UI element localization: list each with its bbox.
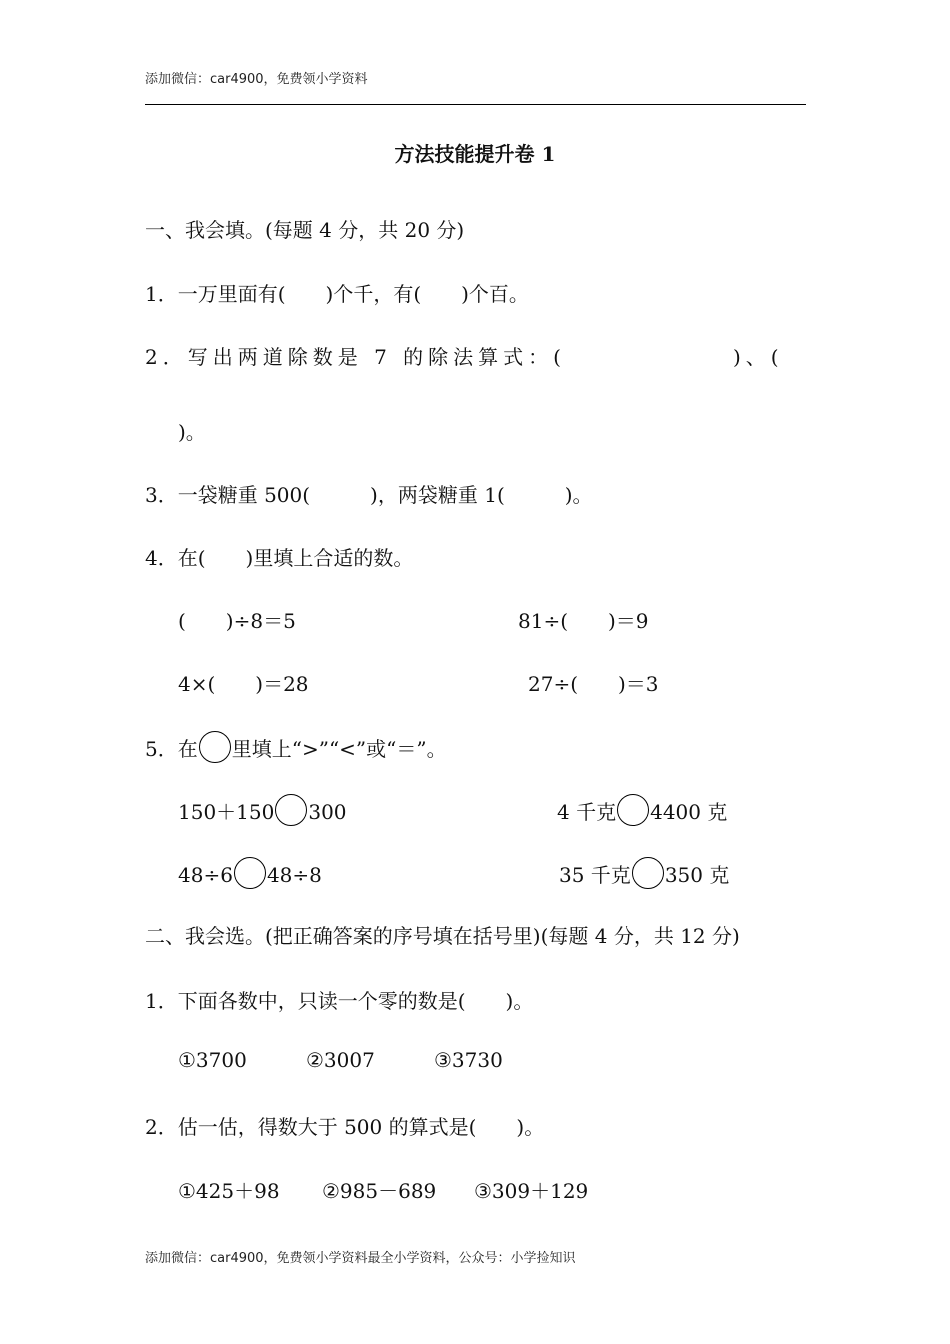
q5-item-2-left: 4 千克 — [557, 800, 617, 824]
compare-circle-icon — [617, 794, 649, 826]
q5-item-1-left: 150＋150 — [178, 800, 275, 824]
q5-suffix: 里填上“>”“<”或“＝”。 — [231, 737, 447, 761]
q4-item-3: 4×( )＝28 — [178, 672, 309, 696]
compare-circle-icon — [632, 857, 664, 889]
header-divider — [145, 104, 806, 105]
question-1-3: 3．一袋糖重 500( )，两袋糖重 1( )。 — [145, 483, 593, 507]
q5-item-2-right: 4400 克 — [650, 800, 728, 824]
q2-1-option-3: ③3730 — [434, 1048, 503, 1072]
question-1-1: 1．一万里面有( )个千，有( )个百。 — [145, 282, 529, 306]
q5-item-3-left: 48÷6 — [178, 863, 233, 887]
q4-item-4: 27÷( )＝3 — [528, 672, 659, 696]
question-1-2-line1-prefix: 2．写出两道除数是 7 的除法算式：( — [145, 345, 566, 369]
question-1-2-line2: )。 — [178, 420, 206, 444]
compare-circle-icon — [275, 794, 307, 826]
q5-item-4-left: 35 千克 — [559, 863, 631, 887]
q2-2-option-3: ③309＋129 — [474, 1179, 589, 1203]
q5-prefix: 5．在 — [145, 737, 198, 761]
question-2-2: 2．估一估，得数大于 500 的算式是( )。 — [145, 1115, 545, 1139]
page-title: 方法技能提升卷 1 — [394, 142, 556, 166]
q5-item-3-right: 48÷8 — [266, 863, 322, 887]
q2-1-option-1: ①3700 — [178, 1048, 247, 1072]
compare-circle-icon — [234, 857, 266, 889]
q5-item-4 — [559, 857, 729, 889]
q2-1-option-2: ②3007 — [306, 1048, 375, 1072]
section1-heading: 一、我会填。(每题 4 分，共 20 分) — [145, 218, 465, 242]
q2-2-option-1: ①425＋98 — [178, 1179, 280, 1203]
question-1-5 — [145, 731, 447, 763]
q5-item-3 — [178, 857, 322, 889]
compare-circle-icon — [199, 731, 231, 763]
q4-item-1: ( )÷8＝5 — [178, 609, 296, 633]
q5-item-1-right: 300 — [308, 800, 347, 824]
header-note: 添加微信：car4900，免费领小学资料 — [145, 72, 368, 87]
q5-item-4-right: 350 克 — [664, 863, 730, 887]
q5-item-1 — [178, 794, 347, 826]
q2-2-option-2: ②985－689 — [322, 1179, 437, 1203]
footer-note: 添加微信：car4900，免费领小学资料最全小学资料，公众号：小学捡知识 — [145, 1251, 576, 1266]
question-1-2-line1-suffix: )、( — [733, 345, 784, 369]
q5-item-2 — [557, 794, 727, 826]
section2-heading: 二、我会选。(把正确答案的序号填在括号里)(每题 4 分，共 12 分) — [145, 924, 740, 948]
question-1-4: 4．在( )里填上合适的数。 — [145, 546, 414, 570]
q4-item-2: 81÷( )＝9 — [518, 609, 649, 633]
question-2-1: 1．下面各数中，只读一个零的数是( )。 — [145, 989, 534, 1013]
